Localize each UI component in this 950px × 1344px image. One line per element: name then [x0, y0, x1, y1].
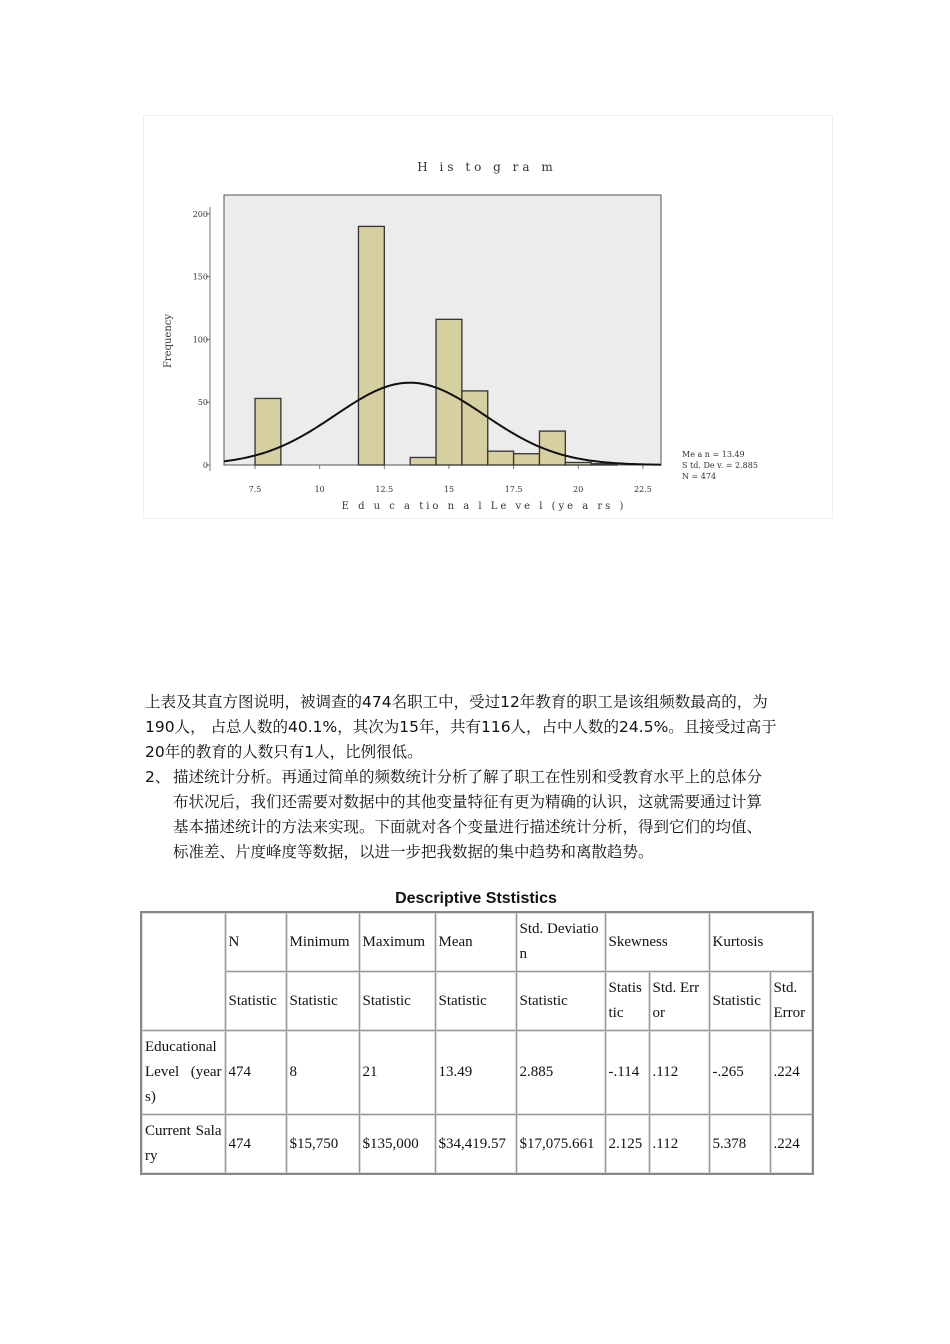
- table-title: Descriptive Ststistics: [395, 890, 557, 907]
- header-kurtosis: Kurtosis: [709, 912, 813, 972]
- y-axis: [193, 210, 210, 470]
- x-tick-label: 10: [314, 485, 325, 494]
- x-axis: [249, 465, 652, 494]
- subheader-cell: Statistic: [225, 972, 286, 1031]
- x-tick-label: 20: [573, 485, 584, 494]
- table-cell: 474: [225, 1031, 286, 1115]
- row-label: Current Salary: [141, 1115, 225, 1175]
- y-tick-label: 50: [197, 398, 208, 408]
- table-header-row: [141, 912, 813, 972]
- y-tick-label: 0: [202, 461, 208, 470]
- header-minimum: Minimum: [286, 912, 359, 972]
- table-cell: $34,419.57: [435, 1115, 516, 1175]
- summary-line: 190人， 占总人数的40.1%，其次为15年，共有116人，占中人数的24.5%。且接受过高于: [145, 718, 777, 736]
- histogram-bar: [358, 226, 384, 465]
- table-cell: 5.378: [709, 1115, 770, 1175]
- item-line: 描述统计分析。再通过简单的频数统计分析了解了职工在性别和受教育水平上的总体分: [173, 768, 763, 786]
- table-cell: .224: [770, 1115, 813, 1175]
- table-cell: .224: [770, 1031, 813, 1115]
- list-item-number: 2、: [145, 768, 171, 786]
- table-cell: $15,750: [286, 1115, 359, 1175]
- subheader-cell: Statistic: [435, 972, 516, 1031]
- table-cell: 2.885: [516, 1031, 605, 1115]
- x-tick-label: 17.5: [504, 485, 523, 494]
- table-cell: -.114: [605, 1031, 649, 1115]
- stats-sd: S td. De v. = 2.885: [682, 461, 758, 470]
- header-mean: Mean: [435, 912, 516, 972]
- histogram-bar: [410, 457, 436, 465]
- y-tick-label: 150: [192, 272, 208, 282]
- subheader-cell: Std. Error: [770, 972, 813, 1031]
- table-cell: 474: [225, 1115, 286, 1175]
- histogram-chart: [144, 116, 832, 518]
- table-subheader-row: [141, 972, 813, 1031]
- y-tick-label: 200: [192, 209, 208, 219]
- item-line: 标准差、片度峰度等数据，以进一步把我数据的集中趋势和离散趋势。: [173, 843, 654, 861]
- summary-line: 上表及其直方图说明，被调查的474名职工中，受过12年教育的职工是该组频数最高的，为: [145, 693, 768, 711]
- x-tick-label: 15: [443, 485, 455, 494]
- table-cell: .112: [649, 1031, 709, 1115]
- descriptive-statistics-table: [140, 911, 814, 1175]
- x-tick-label: 12.5: [375, 485, 394, 494]
- header-maximum: Maximum: [359, 912, 435, 972]
- table-cell: 21: [359, 1031, 435, 1115]
- y-axis-label: Frequency: [163, 313, 174, 369]
- subheader-cell: Statistic: [709, 972, 770, 1031]
- summary-paragraph: [145, 690, 815, 765]
- histogram-figure: [143, 115, 833, 519]
- x-axis-label: E d u c a tio n a l Le ve l (ye a rs ): [341, 501, 627, 512]
- table-cell: .112: [649, 1115, 709, 1175]
- table-row: [141, 1031, 813, 1115]
- stats-mean: Me a n = 13.49: [682, 450, 745, 459]
- x-tick-label: 7.5: [248, 485, 262, 494]
- summary-line: 20年的教育的人数只有1人，比例很低。: [145, 743, 423, 761]
- stats-n: N = 474: [682, 472, 717, 481]
- table-cell: 13.49: [435, 1031, 516, 1115]
- row-label: Educational Level (years): [141, 1031, 225, 1115]
- header-std-deviation: Std. Deviation: [516, 912, 605, 972]
- table-cell: $17,075.661: [516, 1115, 605, 1175]
- item-line: 布状况后，我们还需要对数据中的其他变量特征有更为精确的认识，这就需要通过计算: [173, 793, 763, 811]
- x-tick-label: 22.5: [633, 485, 652, 494]
- table-cell: 8: [286, 1031, 359, 1115]
- table-cell: -.265: [709, 1031, 770, 1115]
- table-corner-cell: [141, 912, 225, 1031]
- histogram-bar: [565, 462, 591, 465]
- item-line: 基本描述统计的方法来实现。下面就对各个变量进行描述统计分析，得到它们的均值、: [173, 818, 763, 836]
- subheader-cell: Statistic: [286, 972, 359, 1031]
- subheader-cell: Std. Error: [649, 972, 709, 1031]
- table-cell: $135,000: [359, 1115, 435, 1175]
- histogram-bar: [514, 454, 540, 465]
- histogram-bar: [488, 451, 514, 465]
- table-row: [141, 1115, 813, 1175]
- subheader-cell: Statistic: [516, 972, 605, 1031]
- table-cell: 2.125: [605, 1115, 649, 1175]
- subheader-cell: Statistic: [359, 972, 435, 1031]
- header-skewness: Skewness: [605, 912, 709, 972]
- chart-title: H is to g ra m: [417, 160, 557, 174]
- header-n: N: [225, 912, 286, 972]
- y-tick-label: 100: [192, 335, 208, 345]
- subheader-cell: Statistic: [605, 972, 649, 1031]
